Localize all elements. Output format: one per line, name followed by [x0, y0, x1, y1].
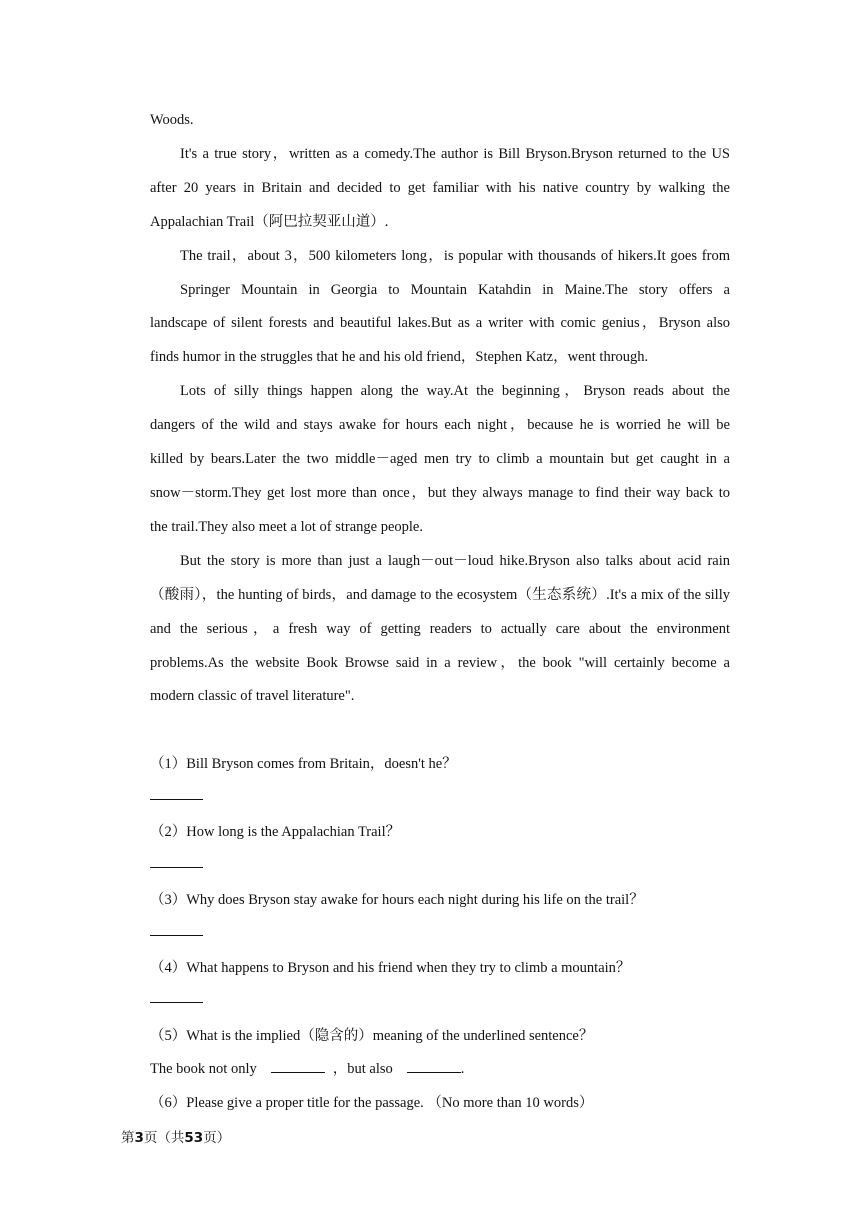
q5-prefix: The book not only	[150, 1061, 257, 1078]
passage-line: the trail.They also meet a lot of strange people.	[150, 518, 423, 535]
footer-page-number: 3	[134, 1130, 144, 1146]
answer-blank-1[interactable]	[150, 782, 730, 816]
question-5: （5）What is the implied（隐含的）meaning of the underlined sentence？	[150, 1027, 594, 1044]
passage-line: modern classic of travel literature".	[150, 688, 355, 705]
passage-line: snow－storm.They get lost more than once，but they always manage to find their way back to	[150, 484, 730, 501]
question-2: （2）How long is the Appalachian Trail？	[150, 824, 401, 841]
passage-line: It's a true story，written as a comedy.The author is Bill Bryson.Bryson returned to the US	[180, 145, 730, 162]
passage-line: problems.As the website Book Browse said in a review，the book "will certainly become a	[150, 654, 730, 671]
passage-line: after 20 years in Britain and decided to get familiar with his native country by walking the	[150, 179, 730, 196]
page-footer	[121, 1126, 230, 1146]
q5-middle: ，but also	[332, 1061, 393, 1078]
footer-mid: 页（共	[143, 1130, 185, 1146]
passage-line: landscape of silent forests and beautiful lakes.But as a writer with comic genius，Bryson also	[150, 315, 730, 332]
question-4: （4）What happens to Bryson and his friend when they try to climb a mountain？	[150, 959, 631, 976]
spacer	[150, 714, 730, 748]
footer-total-pages: 53	[184, 1130, 204, 1146]
answer-blank-5a[interactable]	[271, 1058, 325, 1073]
question-1: （1）Bill Bryson comes from Britain，doesn't he？	[150, 756, 457, 773]
footer-suffix: 页）	[203, 1130, 231, 1146]
passage-line: dangers of the wild and stays awake for hours each night，because he is worried he will be	[150, 417, 730, 434]
passage-line: Woods.	[150, 112, 194, 128]
answer-blank-2[interactable]	[150, 850, 730, 884]
answer-blank-4[interactable]	[150, 986, 730, 1020]
question-3: （3）Why does Bryson stay awake for hours each night during his life on the trail？	[150, 891, 644, 908]
passage-line: Appalachian Trail（阿巴拉契亚山道）.	[150, 213, 389, 230]
footer-prefix: 第	[121, 1130, 135, 1146]
passage-line: The trail，about 3，500 kilometers long，is popular with thousands of hikers.It goes from	[180, 247, 730, 264]
passage-line: But the story is more than just a laugh－out－loud hike.Bryson also talks about acid rain	[180, 552, 730, 569]
passage-line: Lots of silly things happen along the way.At the beginning，Bryson reads about the	[180, 383, 730, 400]
passage-line: finds humor in the struggles that he and his old friend，Stephen Katz，went through.	[150, 349, 649, 366]
q5-suffix: .	[460, 1061, 465, 1078]
passage-line: （酸雨），the hunting of birds，and damage to the ecosystem（生态系统）.It's a mix of the silly	[150, 586, 730, 603]
answer-blank-5b[interactable]	[407, 1058, 461, 1073]
passage-line: Springer Mountain in Georgia to Mountain Katahdin in Maine.The story offers a	[180, 281, 730, 298]
passage-line: killed by bears.Later the two middle－aged men try to climb a mountain but get caught in a	[150, 451, 730, 468]
q5-answer-line	[150, 1053, 730, 1087]
passage-line: and the serious，a fresh way of getting readers to actually care about the environment	[150, 620, 730, 637]
question-6: （6）Please give a proper title for the passage. （No more than 10 words）	[150, 1095, 594, 1112]
answer-blank-3[interactable]	[150, 918, 730, 952]
document-page	[150, 104, 730, 1121]
